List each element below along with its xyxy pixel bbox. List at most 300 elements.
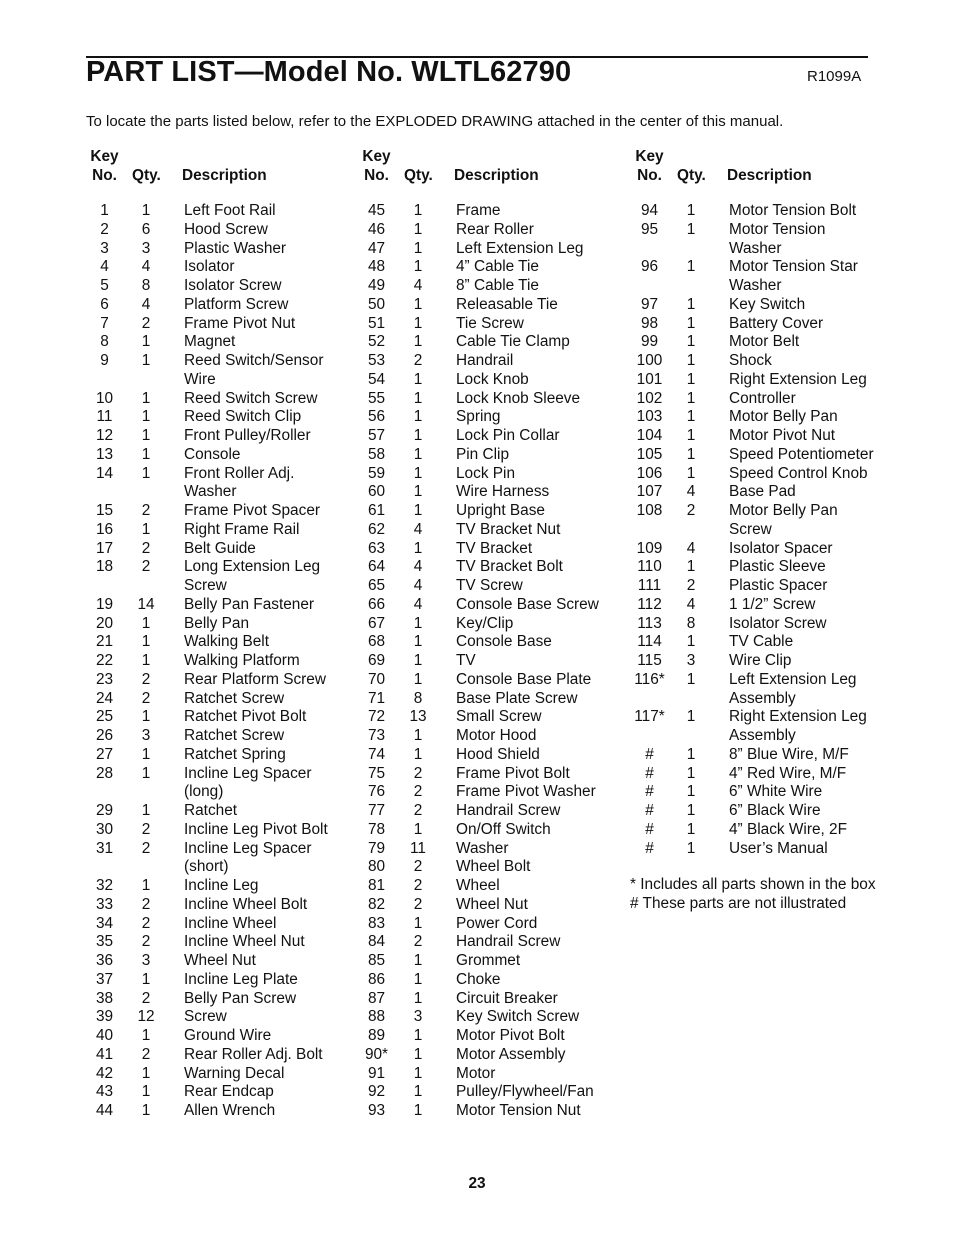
key-number: 71 — [367, 689, 386, 707]
part-row — [633, 446, 874, 465]
part-row — [88, 540, 328, 559]
quantity: 1 — [686, 802, 696, 819]
part-row — [88, 990, 328, 1009]
description: Power Cord — [456, 914, 538, 932]
key-number: 48 — [367, 258, 386, 276]
part-row — [360, 521, 599, 540]
description: Belly Pan Fastener — [184, 595, 315, 613]
description: Reed Switch/Sensor — [184, 352, 324, 369]
key-number: 1 — [100, 202, 109, 219]
quantity: 1 — [413, 464, 423, 482]
part-row — [633, 558, 874, 577]
key-header-line2: No. — [364, 167, 389, 184]
quantity: 11 — [410, 839, 426, 857]
footnotes — [630, 875, 876, 913]
part-row — [360, 390, 599, 409]
part-row — [633, 577, 874, 596]
description: Incline Leg Plate — [184, 970, 298, 988]
part-row — [88, 240, 328, 259]
quantity: 3 — [686, 652, 696, 669]
description: Spring — [456, 408, 501, 426]
quantity: 1 — [413, 389, 423, 407]
part-row — [360, 615, 599, 634]
page-number: 23 — [468, 1175, 486, 1192]
quantity: 1 — [413, 539, 423, 557]
description: Wheel Bolt — [456, 858, 531, 876]
description: Pulley/Flywheel/Fan — [456, 1083, 594, 1101]
part-row — [360, 540, 599, 559]
quantity: 1 — [686, 295, 696, 313]
description: Shock — [729, 352, 772, 369]
key-number: 68 — [367, 633, 386, 651]
quantity: 1 — [413, 670, 423, 688]
quantity: 1 — [413, 333, 423, 351]
description: Incline Wheel Bolt — [184, 895, 308, 913]
quantity: 2 — [413, 895, 423, 913]
part-row — [88, 390, 328, 409]
quantity: 8 — [141, 277, 151, 294]
part-row — [88, 333, 328, 352]
part-row — [360, 240, 599, 259]
key-number: 6 — [100, 295, 109, 313]
description-header: Description — [454, 167, 539, 184]
quantity: 1 — [141, 445, 151, 463]
quantity: 1 — [413, 914, 423, 932]
part-row — [360, 258, 599, 277]
part-row — [360, 446, 599, 465]
quantity: 1 — [141, 764, 151, 782]
quantity: 1 — [141, 708, 151, 726]
quantity: 2 — [413, 877, 423, 894]
parts-rows — [360, 202, 599, 1121]
description: Ratchet Spring — [184, 745, 286, 763]
description: Handrail Screw — [456, 802, 561, 819]
description: Frame Pivot Nut — [184, 314, 296, 332]
quantity: 2 — [413, 933, 423, 951]
quantity: 1 — [413, 989, 423, 1007]
part-row — [633, 540, 874, 559]
key-number: 33 — [95, 895, 114, 913]
part-row — [88, 577, 328, 596]
part-row — [360, 858, 599, 877]
description: Frame Pivot Bolt — [456, 764, 570, 782]
part-row — [360, 502, 599, 521]
key-number: 12 — [95, 427, 114, 444]
quantity: 1 — [413, 652, 423, 669]
description: Ratchet Screw — [184, 689, 285, 707]
part-row — [88, 952, 328, 971]
key-number: 46 — [367, 220, 386, 238]
key-number: 23 — [95, 670, 114, 688]
part-row — [88, 596, 328, 615]
key-number: 39 — [95, 1008, 114, 1026]
key-number — [88, 577, 121, 596]
key-number: 9 — [100, 352, 109, 369]
key-number: 98 — [640, 314, 659, 332]
key-number: 51 — [367, 314, 386, 332]
part-row — [88, 971, 328, 990]
quantity: 1 — [686, 408, 696, 426]
description: Left Extension Leg — [456, 239, 584, 257]
key-number: 69 — [367, 652, 386, 669]
key-number: 52 — [367, 333, 386, 351]
description-header: Description — [727, 167, 812, 184]
key-number: # — [645, 745, 654, 763]
part-row — [88, 221, 328, 240]
quantity: 4 — [141, 295, 151, 313]
quantity — [132, 483, 160, 502]
description: Circuit Breaker — [456, 989, 558, 1007]
quantity: 2 — [141, 820, 151, 838]
part-row — [88, 258, 328, 277]
key-number: 108 — [636, 502, 663, 519]
part-row — [633, 615, 874, 634]
description: TV — [456, 652, 476, 669]
quantity: 1 — [413, 239, 423, 257]
key-number: 107 — [636, 483, 663, 501]
description: Allen Wrench — [184, 1102, 276, 1119]
key-number: 31 — [95, 839, 114, 857]
quantity: 2 — [141, 689, 151, 707]
quantity: 1 — [413, 445, 423, 463]
qty-header: Qty. — [677, 167, 706, 184]
quantity — [677, 240, 705, 259]
key-number: 82 — [367, 895, 386, 913]
description: TV Cable — [729, 633, 794, 651]
key-number — [88, 371, 121, 390]
quantity: 1 — [141, 202, 151, 219]
description: Frame Pivot Spacer — [184, 502, 320, 519]
quantity: 1 — [141, 970, 151, 988]
key-number: 38 — [95, 989, 114, 1007]
description: 4” Red Wire, M/F — [729, 764, 847, 782]
quantity — [677, 521, 705, 540]
description: Magnet — [184, 333, 236, 351]
part-row — [360, 1008, 599, 1027]
part-row — [633, 202, 874, 221]
quantity: 1 — [686, 839, 696, 857]
key-number: 53 — [367, 352, 386, 369]
part-row — [88, 1083, 328, 1102]
description: Motor Tension Star — [729, 258, 858, 276]
part-row — [88, 408, 328, 427]
description: Battery Cover — [729, 314, 824, 332]
key-number: 100 — [636, 352, 663, 369]
description: Front Roller Adj. — [184, 464, 295, 482]
quantity: 4 — [413, 558, 423, 576]
description: Motor — [456, 1064, 496, 1082]
part-row — [88, 708, 328, 727]
quantity: 1 — [686, 464, 696, 482]
key-number: 54 — [367, 370, 386, 388]
key-number: 87 — [367, 989, 386, 1007]
part-row — [360, 671, 599, 690]
description: Console Base Plate — [456, 670, 592, 688]
description: Wheel Nut — [184, 952, 256, 969]
quantity: 1 — [686, 820, 696, 838]
key-number: 35 — [95, 933, 114, 951]
description: Grommet — [456, 952, 521, 969]
quantity: 1 — [413, 370, 423, 388]
quantity: 1 — [686, 202, 696, 219]
key-number: 28 — [95, 764, 114, 782]
part-row — [88, 690, 328, 709]
description: Frame Pivot Washer — [456, 783, 596, 801]
description: Platform Screw — [184, 295, 289, 313]
part-row — [633, 521, 874, 540]
part-row — [633, 427, 874, 446]
description: Console Base Screw — [456, 595, 599, 613]
part-row — [88, 802, 328, 821]
description: (long) — [184, 783, 224, 801]
description: Handrail — [456, 352, 514, 369]
description: Warning Decal — [184, 1064, 285, 1082]
description: Plastic Washer — [184, 239, 287, 257]
quantity: 13 — [409, 708, 427, 726]
quantity: 1 — [413, 1102, 423, 1119]
key-number: 42 — [95, 1064, 114, 1082]
part-row — [633, 277, 874, 296]
key-number: 30 — [95, 820, 114, 838]
description: Ratchet Screw — [184, 727, 285, 744]
description: Belly Pan Screw — [184, 989, 297, 1007]
part-row — [88, 352, 328, 371]
key-number: 41 — [95, 1045, 114, 1063]
description: 8” Blue Wire, M/F — [729, 745, 849, 763]
quantity — [677, 727, 705, 746]
quantity: 2 — [141, 558, 151, 576]
quantity: 1 — [686, 427, 696, 444]
quantity — [132, 577, 160, 596]
description: Speed Potentiometer — [729, 445, 874, 463]
key-number: 101 — [636, 370, 663, 388]
part-row — [360, 952, 599, 971]
part-row — [88, 483, 328, 502]
key-number: 40 — [95, 1027, 114, 1044]
quantity: 1 — [686, 220, 696, 238]
description: Isolator — [184, 258, 235, 276]
key-number: 117* — [634, 708, 665, 726]
quantity — [677, 690, 705, 709]
quantity: 2 — [141, 502, 151, 519]
description: Motor Assembly — [456, 1045, 566, 1063]
description: Small Screw — [456, 708, 542, 726]
key-number: 102 — [636, 389, 663, 407]
part-row — [88, 427, 328, 446]
description: Plastic Sleeve — [729, 558, 826, 576]
description: Right Extension Leg — [729, 370, 867, 388]
description: Frame — [456, 202, 501, 219]
description: Isolator Screw — [184, 277, 282, 294]
description: TV Bracket Bolt — [456, 558, 563, 576]
part-row — [633, 671, 874, 690]
part-row — [360, 465, 599, 484]
part-row — [360, 877, 599, 896]
part-row — [360, 765, 599, 784]
description: Wheel Nut — [456, 895, 528, 913]
part-row — [360, 933, 599, 952]
part-row — [633, 765, 874, 784]
part-row — [88, 877, 328, 896]
key-number: 57 — [367, 427, 386, 444]
description: Console Base — [456, 633, 552, 651]
part-row — [633, 802, 874, 821]
key-number: 79 — [367, 839, 386, 857]
key-number: 90* — [364, 1045, 389, 1063]
quantity: 4 — [413, 520, 423, 538]
key-number: 84 — [367, 933, 386, 951]
part-row — [88, 746, 328, 765]
quantity: 1 — [413, 502, 423, 519]
key-number: 76 — [367, 783, 386, 801]
quantity — [677, 277, 705, 296]
quantity: 1 — [413, 408, 423, 426]
quantity: 1 — [686, 764, 696, 782]
key-number: 105 — [636, 445, 663, 463]
part-row — [88, 315, 328, 334]
quantity: 2 — [141, 895, 151, 913]
part-row — [360, 746, 599, 765]
key-number — [633, 277, 666, 296]
description: Incline Wheel Nut — [184, 933, 305, 951]
key-header-line1: Key — [90, 148, 119, 165]
quantity — [132, 371, 160, 390]
quantity: 2 — [413, 783, 423, 801]
quantity: 1 — [141, 652, 151, 669]
qty-header: Qty. — [404, 167, 433, 184]
quantity: 1 — [141, 614, 151, 632]
quantity: 1 — [141, 389, 151, 407]
quantity: 4 — [413, 595, 423, 613]
quantity: 1 — [141, 802, 151, 819]
description: TV Bracket — [456, 539, 533, 557]
description: Wheel — [456, 877, 500, 894]
quantity: 2 — [141, 539, 151, 557]
part-row — [360, 1027, 599, 1046]
description: Lock Pin — [456, 464, 516, 482]
quantity: 4 — [413, 577, 423, 594]
description: Screw — [184, 1008, 227, 1026]
description: Lock Knob — [456, 370, 529, 388]
description: Motor Tension Nut — [456, 1102, 581, 1119]
quantity: 1 — [686, 314, 696, 332]
key-number: 75 — [367, 764, 386, 782]
key-number: 4 — [100, 258, 109, 276]
part-row — [633, 371, 874, 390]
description: Rear Endcap — [184, 1083, 274, 1101]
quantity: 4 — [413, 277, 423, 294]
quantity: 1 — [413, 614, 423, 632]
part-row — [88, 296, 328, 315]
part-row — [633, 783, 874, 802]
quantity: 2 — [141, 670, 151, 688]
key-number: 59 — [367, 464, 386, 482]
key-number: 45 — [367, 202, 386, 219]
key-number: 47 — [367, 239, 386, 257]
parts-column-2 — [360, 147, 599, 1121]
key-number — [88, 858, 121, 877]
description: Base Pad — [729, 483, 796, 501]
key-number: 3 — [100, 239, 109, 257]
description: Motor Pivot Nut — [729, 427, 836, 444]
description: Incline Leg Spacer — [184, 764, 312, 782]
description: Tie Screw — [456, 314, 524, 332]
quantity: 1 — [141, 1102, 151, 1119]
description: Base Plate Screw — [456, 689, 578, 707]
key-number: 15 — [95, 502, 114, 519]
part-row — [360, 783, 599, 802]
quantity: 1 — [413, 633, 423, 651]
part-row — [633, 821, 874, 840]
part-row — [88, 558, 328, 577]
description: Cable Tie Clamp — [456, 333, 570, 351]
description: Motor Hood — [456, 727, 537, 744]
part-row — [88, 821, 328, 840]
quantity: 1 — [413, 745, 423, 763]
key-number: 61 — [367, 502, 386, 519]
quantity: 1 — [141, 352, 151, 369]
quantity: 1 — [413, 970, 423, 988]
description: Motor Belly Pan — [729, 408, 838, 426]
description: User’s Manual — [729, 839, 828, 857]
quantity: 1 — [686, 633, 696, 651]
description: 6” White Wire — [729, 783, 823, 801]
description: Long Extension Leg — [184, 558, 321, 576]
column-header — [633, 147, 874, 194]
quantity: 1 — [413, 258, 423, 276]
description: Wire Harness — [456, 483, 550, 501]
quantity: 4 — [686, 539, 696, 557]
part-row — [633, 390, 874, 409]
quantity: 1 — [141, 1064, 151, 1082]
description: Front Pulley/Roller — [184, 427, 311, 444]
quantity: 4 — [141, 258, 151, 276]
quantity: 1 — [413, 202, 423, 219]
part-row — [633, 708, 874, 727]
key-number: 44 — [95, 1102, 114, 1119]
part-row — [360, 577, 599, 596]
description: Choke — [456, 970, 501, 988]
quantity: 1 — [413, 1064, 423, 1082]
key-number: 55 — [367, 389, 386, 407]
part-row — [633, 352, 874, 371]
key-number: 56 — [367, 408, 386, 426]
description: Ratchet — [184, 802, 238, 819]
quantity: 1 — [413, 820, 423, 838]
key-number: 72 — [367, 708, 386, 726]
parts-column-3 — [633, 147, 874, 858]
key-number: 29 — [95, 802, 114, 819]
qty-header: Qty. — [132, 167, 161, 184]
description: Lock Knob Sleeve — [456, 389, 581, 407]
quantity: 8 — [413, 689, 423, 707]
key-number: 81 — [367, 877, 386, 894]
key-number: 5 — [100, 277, 109, 294]
part-row — [88, 1065, 328, 1084]
part-row — [633, 746, 874, 765]
quantity: 2 — [413, 764, 423, 782]
key-number — [88, 783, 121, 802]
quantity: 2 — [413, 802, 423, 819]
quantity: 2 — [686, 502, 696, 519]
part-row — [88, 896, 328, 915]
description: Key/Clip — [456, 614, 514, 632]
key-number: 27 — [95, 745, 114, 763]
key-number: # — [645, 783, 654, 801]
key-number: 106 — [636, 464, 663, 482]
quantity: 1 — [141, 877, 151, 894]
part-row — [360, 727, 599, 746]
